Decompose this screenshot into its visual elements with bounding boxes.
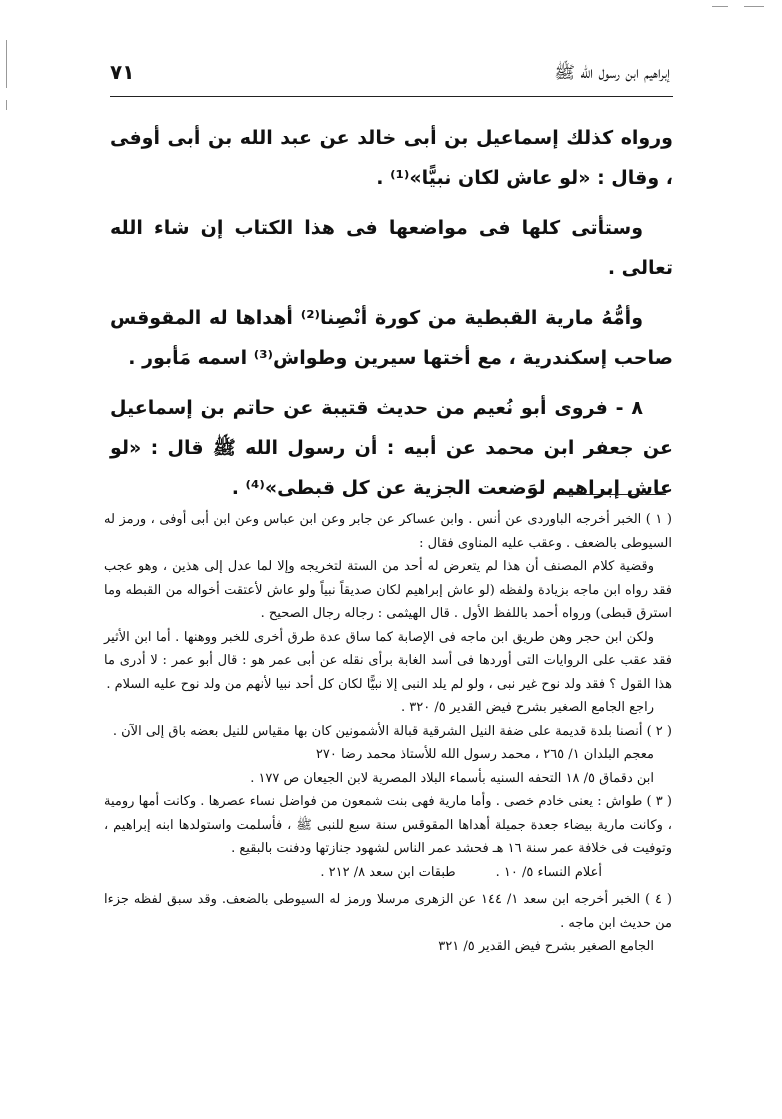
footnote-3: ( ٣ ) طواش : يعنى خادم خصى . وأما مارية فهى بنت شمعون من فواضل نساء عصرها . وكانت أمها رومية ، وكانت مارية بيضاء جعدة جميلة أهداها المقوقس سنة سبع للنبى ﷺ ، فأسلمت واستولدها ابنه إبراهيم ، وتوفيت فى خلافة عمر سنة ١٦ هـ فحشد عمر الناس لشهود جنازتها ودفنت بالبقيع . [104, 794, 672, 856]
footnote-1: ( ١ ) الخبر أخرجه الباوردى عن أنس . وابن عساكر عن جابر وعن ابن عباس وعن ابن أبى أوفى ، ورمز له السيوطى بالضعف . وعقب عليه المناوى فقال : [104, 512, 672, 551]
header-rule [110, 96, 673, 97]
paragraph-1: ورواه كذلك إسماعيل بن أبى خالد عن عبد الله بن أبى أوفى ، وقال : «لو عاش لكان نبيًّا»⁽¹⁾ . [110, 127, 673, 189]
paragraph-2: وستأتى كلها فى مواضعها فى هذا الكتاب إن شاء الله تعالى . [110, 217, 673, 279]
scan-corner-mark [712, 6, 728, 7]
footnote-1-reference: راجع الجامع الصغير بشرح فيض القدير ٥/ ٣٢٠ . [401, 700, 654, 715]
footnote-2: ( ٢ ) أنصنا بلدة قديمة على ضفة النيل الشرقية قبالة الأشمونين كان بها مقياس للنيل بعضه باق إلى الآن . [112, 723, 672, 739]
footnote-1-text: ولكن ابن حجر وهن طريق ابن ماجه فى الإصابة كما ساق عدة طرق أخرى للخبر ووهنها . أما ابن الأثير فقد عقب على الروايات التى أوردها فى أسد الغابة برأى نقله عن أبى عمر هو : قال أبو عمر : لا أدرى ما هذا القول ؟ فقد ولد نوح غير نبى ، ولو لم يلد النبى إلا نبيًّا لكان كل أحد نبيا لأنهم من ولد نوح عليه السلام . [104, 629, 672, 692]
footnote-3-references [104, 861, 672, 885]
footnote-1-text: وقضية كلام المصنف أن هذا لم يتعرض له أحد من الستة لتخريجه وإلا لما عدل إلى هذين ، وهو عجب فقد رواه ابن ماجه بزيادة ولفظه (لو عاش إبراهيم لكان صديقاً نبياً ولو عاش لأعتقت أخواله من القبطه وما استرق قبطى) ورواه أحمد باللفظ الأول . قال الهيثمى : رجاله رجال الصحيح . [104, 559, 672, 621]
footnote-4-reference: الجامع الصغير بشرح فيض القدير ٥/ ٣٢١ [438, 939, 654, 954]
page-number: ٧١ [110, 60, 135, 84]
footnote-separator [556, 494, 666, 495]
footnote-4: ( ٤ ) الخبر أخرجه ابن سعد ١/ ١٤٤ عن الزهرى مرسلا ورمز له السيوطى بالضعف. وقد سبق لفظه جزءا من حديث ابن ماجه . [104, 892, 672, 931]
scan-margin-mark [6, 100, 7, 110]
footnote-2-reference: ابن دقماق ٥/ ١٨ التحفه السنيه بأسماء البلاد المصرية لابن الجيعان ص ١٧٧ . [250, 770, 654, 786]
footnote-3-reference: طبقات ابن سعد ٨/ ٢١٢ . [320, 864, 456, 880]
footnote-2-reference: معجم البلدان ١/ ٢٦٥ ، محمد رسول الله للأستاذ محمد رضا ٢٧٠ [315, 747, 654, 762]
scan-corner-mark [744, 6, 764, 7]
scan-margin-mark [6, 40, 7, 88]
running-header [110, 58, 670, 92]
header-title: إبراهيم ابن رسول الله ﷺ [554, 63, 670, 83]
paragraph-3: وأمُّهُ مارية القبطية من كورة أنْصِنا⁽²⁾ أهداها له المقوقس صاحب إسكندرية ، مع أختها سيرين وطواش⁽³⁾ اسمه مَأبور . [110, 307, 673, 369]
main-text [110, 118, 673, 518]
paragraph-4: ٨ - فروى أبو نُعيم من حديث قتيبة عن حاتم بن إسماعيل عن جعفر ابن محمد عن أبيه : أن رسول الله ﷺ قال : «لو عاش إبراهيم لوَضعت الجزية عن كل قبطى»⁽⁴⁾ . [110, 397, 673, 499]
footnotes [104, 508, 672, 959]
footnote-3-reference: أعلام النساء ٥/ ١٠ . [495, 864, 602, 880]
